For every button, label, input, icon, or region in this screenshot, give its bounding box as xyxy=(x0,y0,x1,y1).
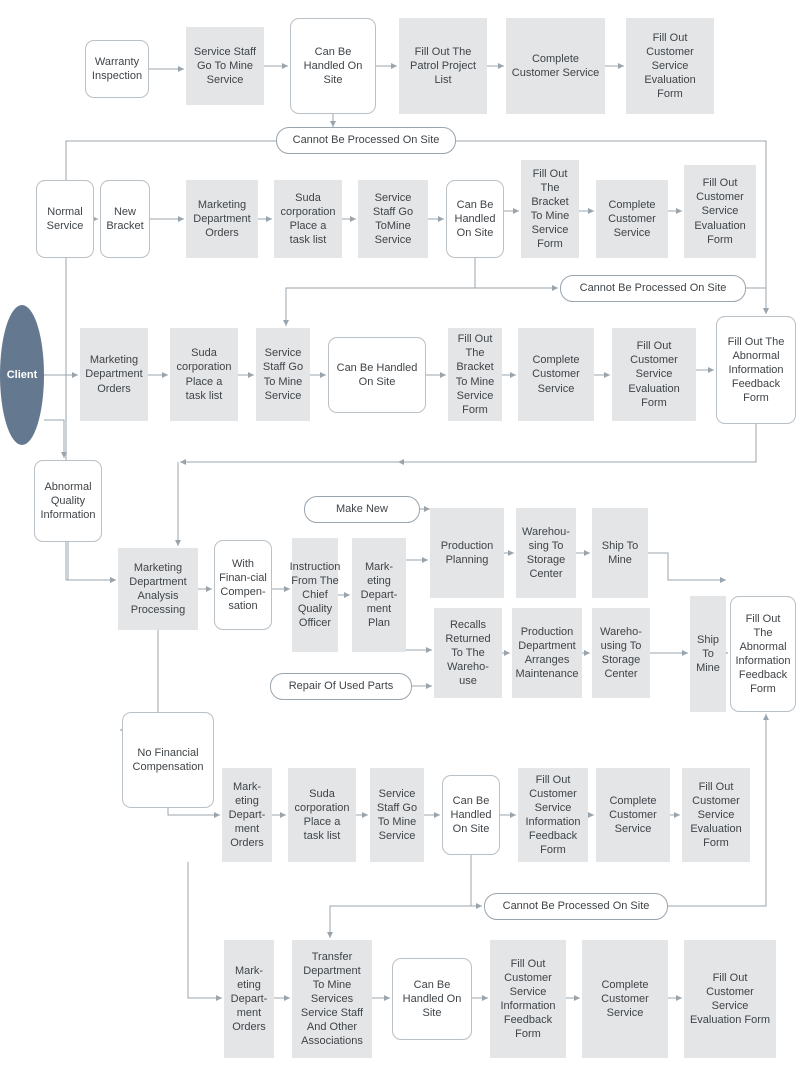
flow-node-label: Fill Out The Patrol Project List xyxy=(409,45,477,87)
flow-node-label: Abnormal Quality Information xyxy=(40,480,96,522)
flow-node-n35 xyxy=(512,608,582,698)
flow-node-n17 xyxy=(80,328,148,421)
flow-node-n14 xyxy=(596,180,668,258)
flow-node-n39 xyxy=(270,673,412,700)
flow-node-n0 xyxy=(85,40,149,98)
flow-node-n52 xyxy=(490,940,566,1058)
flow-node-label: Ship To Mine xyxy=(696,633,720,675)
flow-node-label: Can Be Handled On Site xyxy=(450,794,492,836)
flow-node-label: Fill Out The Abnormal Information Feedback Form xyxy=(727,335,785,405)
flow-node-label: Normal Service xyxy=(46,205,84,232)
flow-node-n9 xyxy=(186,180,258,258)
flow-node-label: Mark-eting Depart-ment Plan xyxy=(360,560,398,630)
flow-node-n12 xyxy=(446,180,504,258)
flow-node-label: Fill Out Customer Service Evaluation Form xyxy=(644,31,696,101)
flow-node-n5 xyxy=(626,18,714,114)
flow-node-label: Instruction From The Chief Quality Officer xyxy=(289,560,341,630)
flow-node-label: Fill Out The Abnormal Information Feedback Form xyxy=(735,612,791,696)
flow-node-n2 xyxy=(290,18,376,114)
flow-node-n26 xyxy=(118,548,198,630)
flow-node-n4 xyxy=(506,18,605,114)
flow-node-label: Fill Out Customer Service Information Feedback Form xyxy=(500,957,556,1041)
flow-node-n36 xyxy=(592,608,650,698)
flow-node-n13 xyxy=(521,160,579,258)
flow-node-n42 xyxy=(288,768,356,862)
flow-node-n43 xyxy=(370,768,424,862)
flow-node-n49 xyxy=(224,940,274,1058)
flow-node-label: Can Be Handled On Site xyxy=(454,198,496,240)
flow-node-label: No Financial Compensation xyxy=(132,746,204,773)
flow-node-label: Marketing Department Orders xyxy=(85,354,143,395)
flow-node-label: Production Department Arranges Maintenance xyxy=(515,625,579,681)
flow-node-label: Complete Customer Service xyxy=(532,354,580,395)
flow-node-label: Marketing Department Orders xyxy=(193,198,251,240)
flow-node-label: Repair Of Used Parts xyxy=(288,680,394,693)
flow-node-label: Transfer Department To Mine Services Service Staff And Other Associations xyxy=(300,950,364,1048)
flow-node-n11 xyxy=(358,180,428,258)
flow-node-n20 xyxy=(328,337,426,413)
flow-node-n29 xyxy=(352,538,406,652)
flow-node-label: Cannot Be Processed On Site xyxy=(292,134,440,147)
flow-node-n37 xyxy=(690,596,726,712)
flow-node-label: Fill Out Customer Service Evaluation Form xyxy=(628,340,680,409)
flow-node-label: Wareho-using To Storage Center xyxy=(600,625,642,681)
flow-node-label: Mark-eting Depart-ment Orders xyxy=(228,780,266,850)
flow-node-n6 xyxy=(276,127,456,154)
flow-node-n48 xyxy=(484,893,668,920)
flow-node-label: Fill Out The Bracket To Mine Service Form xyxy=(455,333,495,416)
flow-node-n24 xyxy=(716,316,796,424)
flow-node-n53 xyxy=(582,940,668,1058)
client-node xyxy=(0,305,44,445)
flow-node-label: Complete Customer Service xyxy=(608,198,656,240)
flow-node-label: Can Be Handled On Site xyxy=(336,361,418,388)
flow-node-label: Service Staff Go ToMine Service xyxy=(372,191,414,247)
flow-node-n25 xyxy=(34,460,102,542)
flow-node-label: Mark-eting Depart-ment Orders xyxy=(230,964,268,1034)
flow-node-n30 xyxy=(304,496,420,523)
flow-node-n32 xyxy=(516,508,576,598)
flow-node-label: Suda corporation Place a task list xyxy=(280,191,336,247)
flow-node-n18 xyxy=(170,328,238,421)
flow-node-n50 xyxy=(292,940,372,1058)
flow-node-n21 xyxy=(448,328,502,421)
flow-node-n16 xyxy=(560,275,746,302)
flow-node-n40 xyxy=(122,712,214,808)
flow-node-n46 xyxy=(596,768,670,862)
client-label: Client xyxy=(6,369,38,381)
flow-node-n10 xyxy=(274,180,342,258)
flow-node-n27 xyxy=(214,540,272,630)
flow-node-n38 xyxy=(730,596,796,712)
flow-node-n41 xyxy=(222,768,272,862)
flow-node-label: Warranty Inspection xyxy=(91,55,143,82)
flow-node-label: With Finan-cial Compen-sation xyxy=(219,557,267,613)
flow-node-label: Can Be Handled On Site xyxy=(303,45,363,87)
flow-node-n15 xyxy=(684,165,756,258)
flow-node-label: Suda corporation Place a task list xyxy=(176,347,232,402)
flow-node-label: Can Be Handled On Site xyxy=(402,978,462,1020)
flow-node-n3 xyxy=(399,18,487,114)
flow-node-n33 xyxy=(592,508,648,598)
flow-node-label: Production Planning xyxy=(440,539,494,566)
flow-node-label: Ship To Mine xyxy=(601,539,639,566)
flow-node-n28 xyxy=(289,538,341,652)
flow-node-n54 xyxy=(684,940,776,1058)
flow-node-label: Cannot Be Processed On Site xyxy=(579,282,727,295)
flow-node-label: Fill Out Customer Service Evaluation Form xyxy=(690,780,742,850)
flow-node-label: Fill Out Customer Service Information Feedback Form xyxy=(525,773,581,857)
flow-node-n7 xyxy=(36,180,94,258)
flow-node-label: Service Staff Go To Mine Service xyxy=(376,787,418,843)
flow-node-n19 xyxy=(256,328,310,421)
flow-node-n22 xyxy=(518,328,594,421)
flow-node-n23 xyxy=(612,328,696,421)
flow-node-n34 xyxy=(434,608,502,698)
flow-node-n45 xyxy=(518,768,588,862)
flow-node-n31 xyxy=(430,508,504,598)
flow-node-label: Cannot Be Processed On Site xyxy=(502,900,650,913)
flow-node-label: Fill Out Customer Service Evaluation Form xyxy=(694,177,746,246)
flow-node-n44 xyxy=(442,775,500,855)
flow-node-n51 xyxy=(392,958,472,1040)
flow-node-label: Warehou-sing To Storage Center xyxy=(522,525,570,581)
flow-node-label: Fill Out Customer Service Evaluation Form xyxy=(689,971,771,1027)
flow-node-label: Marketing Department Analysis Processing xyxy=(129,561,187,617)
flow-node-label: Make New xyxy=(336,503,388,516)
flow-node-n8 xyxy=(100,180,150,258)
flow-node-label: Complete Customer Service xyxy=(601,978,649,1020)
flow-node-label: Complete Customer Service xyxy=(609,794,657,836)
flow-node-label: Suda corporation Place a task list xyxy=(294,787,350,843)
flow-node-label: Recalls Returned To The Wareho-use xyxy=(445,618,491,688)
flow-node-label: Complete Customer Service xyxy=(511,52,600,79)
flow-node-label: Service Staff Go To Mine Service xyxy=(193,45,257,87)
flow-node-n1 xyxy=(186,27,264,105)
flow-node-label: Fill Out The Bracket To Mine Service Form xyxy=(530,167,570,251)
flow-node-label: New Bracket xyxy=(106,205,144,232)
flow-node-label: Service Staff Go To Mine Service xyxy=(262,347,304,402)
flow-node-n47 xyxy=(682,768,750,862)
